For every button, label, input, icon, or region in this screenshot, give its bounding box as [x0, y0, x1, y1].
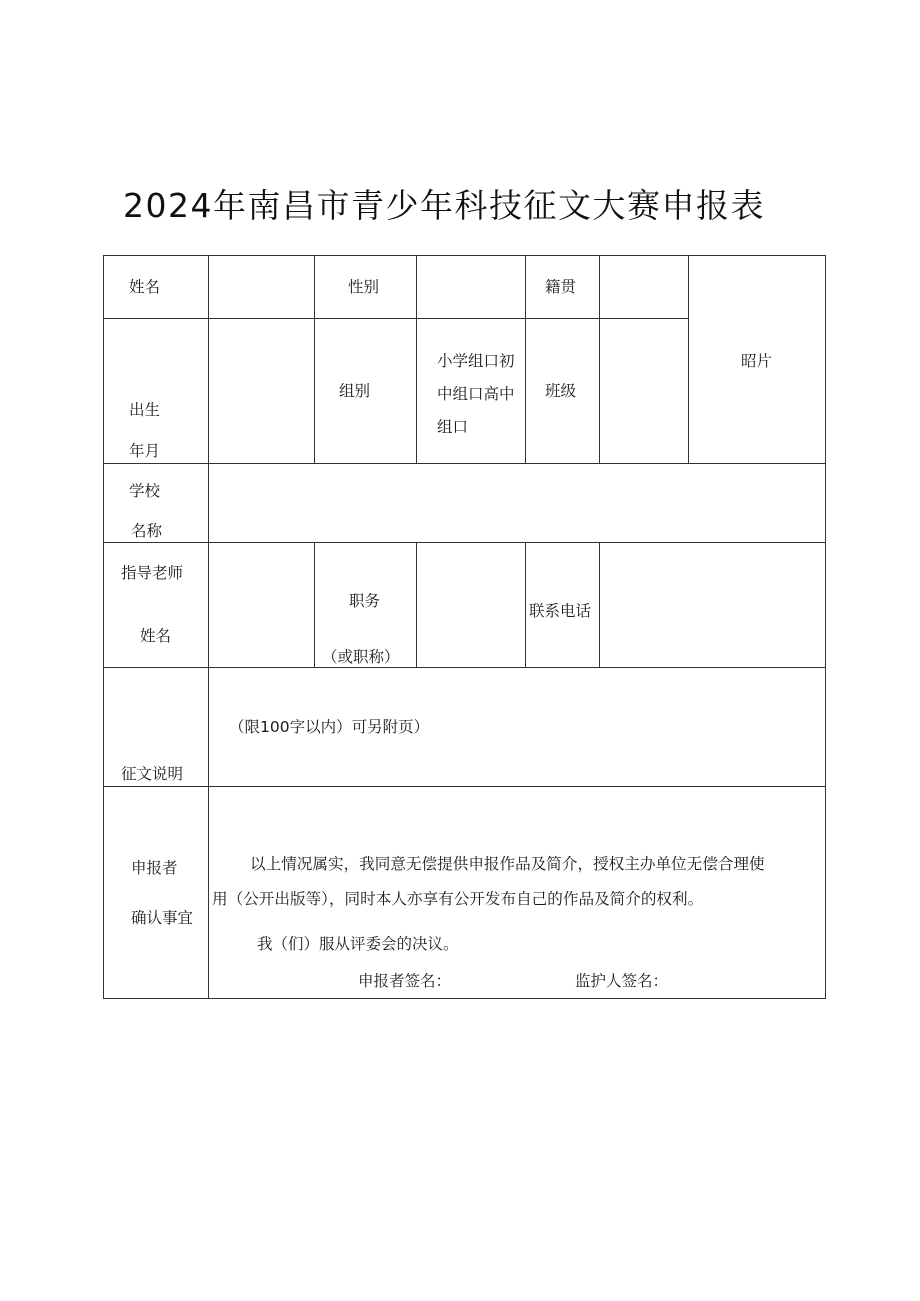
- birth-date-field[interactable]: [209, 319, 314, 463]
- school-label-line2: 名称: [131, 522, 163, 540]
- gender-field[interactable]: [417, 256, 525, 318]
- birth-label-line1: 出生: [129, 401, 161, 419]
- group-label: 组别: [339, 382, 371, 400]
- confirm-label-line2: 确认事宜: [131, 909, 194, 927]
- teacher-label-line1: 指导老师: [121, 564, 184, 582]
- essay-hint: （限100字以内）可另附页）: [229, 718, 430, 736]
- teacher-label-line2: 姓名: [140, 627, 172, 645]
- class-field[interactable]: [600, 319, 688, 463]
- row-divider: [103, 786, 826, 787]
- name-field[interactable]: [209, 256, 314, 318]
- name-label: 姓名: [129, 278, 161, 296]
- photo-label: 昭片: [741, 352, 773, 370]
- col-divider: [314, 255, 315, 464]
- table-border-left: [103, 255, 104, 999]
- col-divider: [525, 255, 526, 464]
- class-label: 班级: [545, 382, 577, 400]
- teacher-name-field[interactable]: [209, 543, 314, 667]
- group-options-line3[interactable]: 组口: [437, 418, 469, 436]
- position-label-line1: 职务: [349, 592, 381, 610]
- position-label-line2: （或职称）: [322, 648, 400, 666]
- phone-field[interactable]: [600, 543, 825, 667]
- col-divider: [525, 542, 526, 668]
- declaration-line2: 用（公开出版等），同时本人亦享有公开发布自己的作品及简介的权利。: [212, 890, 704, 908]
- declaration-line3: 我（们）服从评委会的决议。: [257, 935, 459, 953]
- group-options-line2[interactable]: 中组口高中: [437, 385, 515, 403]
- position-field[interactable]: [417, 543, 525, 667]
- confirm-label-line1: 申报者: [131, 859, 178, 877]
- school-label-line1: 学校: [129, 482, 161, 500]
- birth-label-line2: 年月: [129, 442, 161, 460]
- table-border-bottom: [103, 998, 826, 999]
- gender-label: 性别: [348, 278, 380, 296]
- phone-label: 联系电话: [529, 602, 592, 620]
- essay-description-label: 征文说明: [121, 765, 184, 783]
- native-place-label: 籍贯: [545, 278, 577, 296]
- applicant-signature-label[interactable]: 申报者签名：: [358, 972, 452, 990]
- group-options-line1[interactable]: 小学组口初: [437, 352, 515, 370]
- school-name-field[interactable]: [209, 464, 825, 542]
- declaration-line1: 以上情况属实，我同意无偿提供申报作品及简介，授权主办单位无偿合理使: [250, 855, 765, 873]
- guardian-signature-label[interactable]: 监护人签名：: [575, 972, 669, 990]
- col-divider: [314, 542, 315, 668]
- table-border-right: [825, 255, 826, 999]
- page-title: 2024年南昌市青少年科技征文大赛申报表: [123, 186, 765, 225]
- native-place-field[interactable]: [600, 256, 688, 318]
